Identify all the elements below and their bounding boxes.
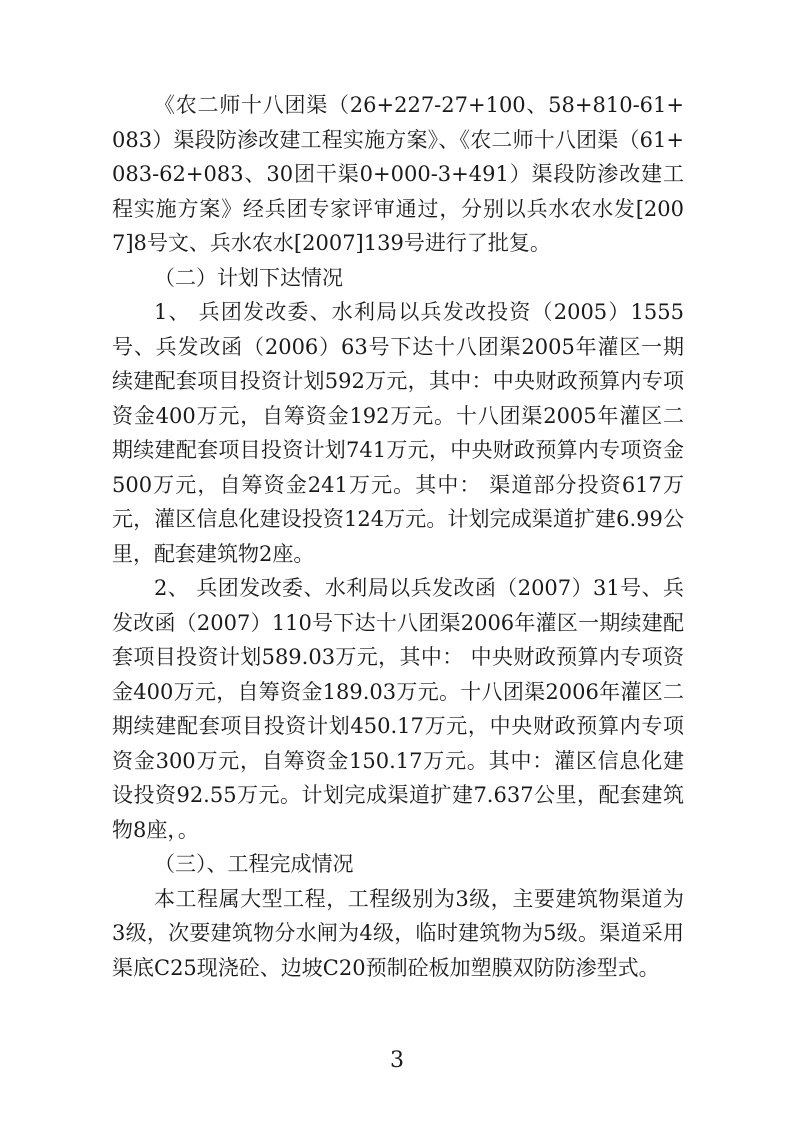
paragraph-item-1: 1、 兵团发改委、水利局以兵发改投资（2005）1555号、兵发改函（2006）63号下达十八团渠2005年灌区一期续建配套项目投资计划592万元，其中：中央财政预算内专项资金400万元，自筹资金192万元。十八团渠2005年灌区二期续建配套项目投资计划741万元，中央财政预算内专项资金500万元，自筹资金241万元。其中： 渠道部分投资617万元，灌区信息化建设投资124万元。计划完成渠道扩建6.99公里，配套建筑物2座。 (112, 300, 684, 566)
body-text (112, 88, 684, 985)
section-heading-completion: （三）、工程完成情况 (154, 852, 354, 876)
paragraph-item-2: 2、 兵团发改委、水利局以兵发改函（2007）31号、兵发改函（2007）110号下达十八团渠2006年灌区一期续建配套项目投资计划589.03万元，其中： 中央财政预算内专项资金400万元，自筹资金189.03万元。十八团渠2006年灌区二期续建配套项目投资计划450.17万元，中央财政预算内专项资金300万元，自筹资金150.17万元。其中：灌区信息化建设投资92.55万元。计划完成渠道扩建7.637公里，配套建筑物8座，。 (112, 576, 684, 842)
paragraph-project-grade: 本工程属大型工程，工程级别为3级，主要建筑物渠道为3级，次要建筑物分水闸为4级，临时建筑物为5级。渠道采用渠底C25现浇砼、边坡C20预制砼板加塑膜双防防渗型式。 (112, 886, 684, 980)
page-number: 3 (390, 1048, 404, 1073)
paragraph-plan-approval: 《农二师十八团渠（26+227-27+100、58+810-61+083）渠段防渗改建工程实施方案》、《农二师十八团渠（61+083-62+083、30团干渠0+000-3+491）渠段防渗改建工程实施方案》经兵团专家评审通过，分别以兵水农水发[2007]8号文、兵水农水[2007]139号进行了批复。 (112, 93, 684, 255)
section-heading-plan: （二）计划下达情况 (154, 265, 343, 290)
